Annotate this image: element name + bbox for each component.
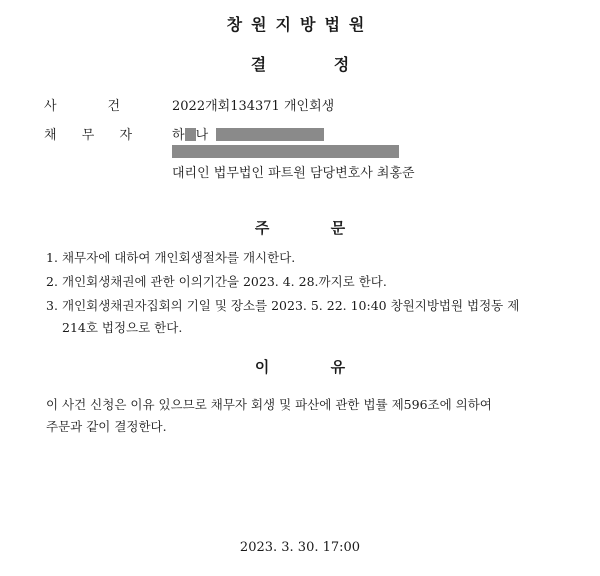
reason-paragraph: 이 사건 신청은 이유 있으므로 채무자 회생 및 파산에 관한 법률 제596조에 의하여 주문과 같이 결정한다. bbox=[46, 397, 492, 434]
redaction-block bbox=[172, 145, 399, 158]
order-item: 1. 채무자에 대하여 개인회생절차를 개시한다. bbox=[46, 250, 296, 265]
court-name: 창원지방법원 bbox=[226, 15, 374, 34]
order-title: 주 문 bbox=[254, 219, 346, 237]
debtor-agent: 대리인 법무법인 파트원 담당변호사 최홍준 bbox=[172, 166, 415, 181]
document-title: 결 정 bbox=[250, 55, 350, 74]
debtor-label: 채 무 자 bbox=[44, 128, 132, 143]
order-item: 3. 개인회생채권자집회의 기일 및 장소를 2023. 5. 22. 10:40 창원지방법원 법정동 제 bbox=[46, 298, 520, 313]
decision-date: 2023. 3. 30. 17:00 bbox=[239, 540, 361, 555]
debtor-address bbox=[172, 145, 399, 160]
order-item-continuation: 214호 법정으로 한다. bbox=[62, 320, 183, 335]
redaction-block bbox=[216, 128, 324, 141]
order-item: 2. 개인회생채권에 관한 이의기간을 2023. 4. 28.까지로 한다. bbox=[46, 274, 387, 289]
case-label: 사 건 bbox=[44, 99, 120, 114]
reason-title: 이 유 bbox=[254, 358, 346, 376]
redaction-block bbox=[185, 128, 196, 141]
case-number: 2022개회134371 개인회생 bbox=[172, 99, 335, 114]
debtor-name: 하 나 bbox=[172, 124, 324, 143]
